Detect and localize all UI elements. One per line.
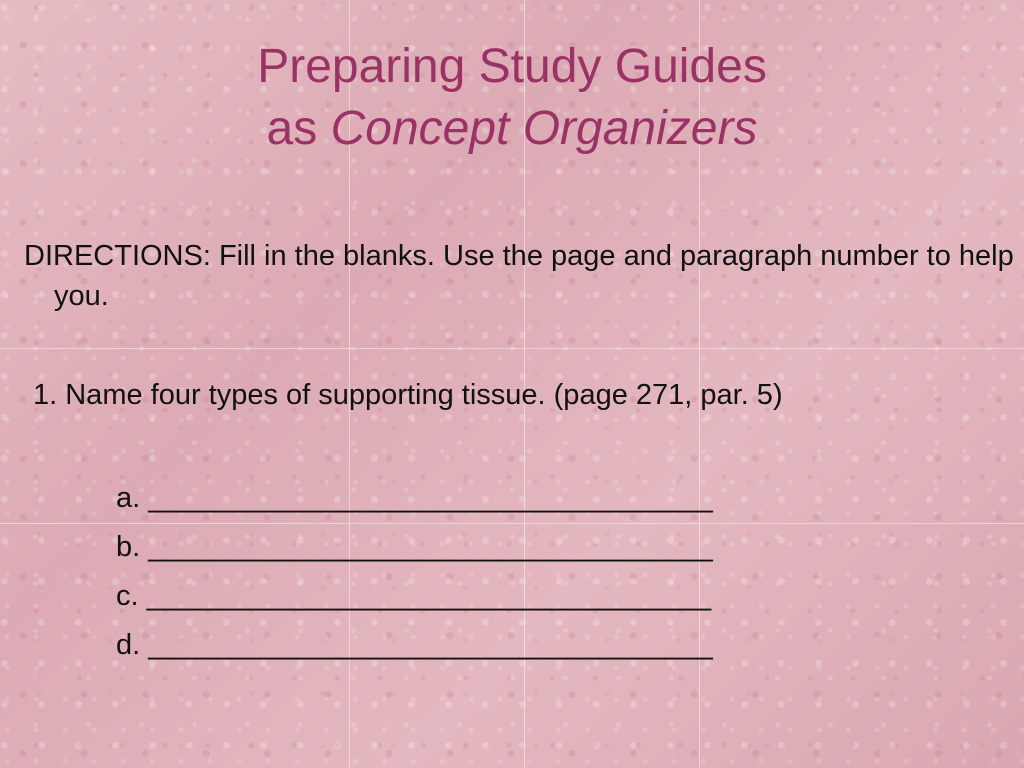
answer-blank-d: d. ___________________________________ bbox=[116, 629, 713, 661]
answer-blank-b: b. ___________________________________ bbox=[116, 531, 713, 563]
question-1: 1. Name four types of supporting tissue. (page 271, par. 5) bbox=[33, 379, 783, 411]
directions-text: DIRECTIONS: Fill in the blanks. Use the page and paragraph number to help you. bbox=[24, 240, 1014, 312]
slide-title bbox=[0, 36, 1024, 160]
tile-divider bbox=[0, 348, 1024, 349]
title-line-2-prefix: as bbox=[266, 102, 318, 155]
title-line-2-italic: Concept Organizers bbox=[330, 102, 758, 155]
answer-blank-a: a. ___________________________________ bbox=[116, 482, 713, 514]
title-line-1: Preparing Study Guides bbox=[257, 40, 767, 93]
answer-blank-c: c. ___________________________________ bbox=[116, 580, 712, 612]
answer-blanks-list bbox=[116, 474, 713, 670]
